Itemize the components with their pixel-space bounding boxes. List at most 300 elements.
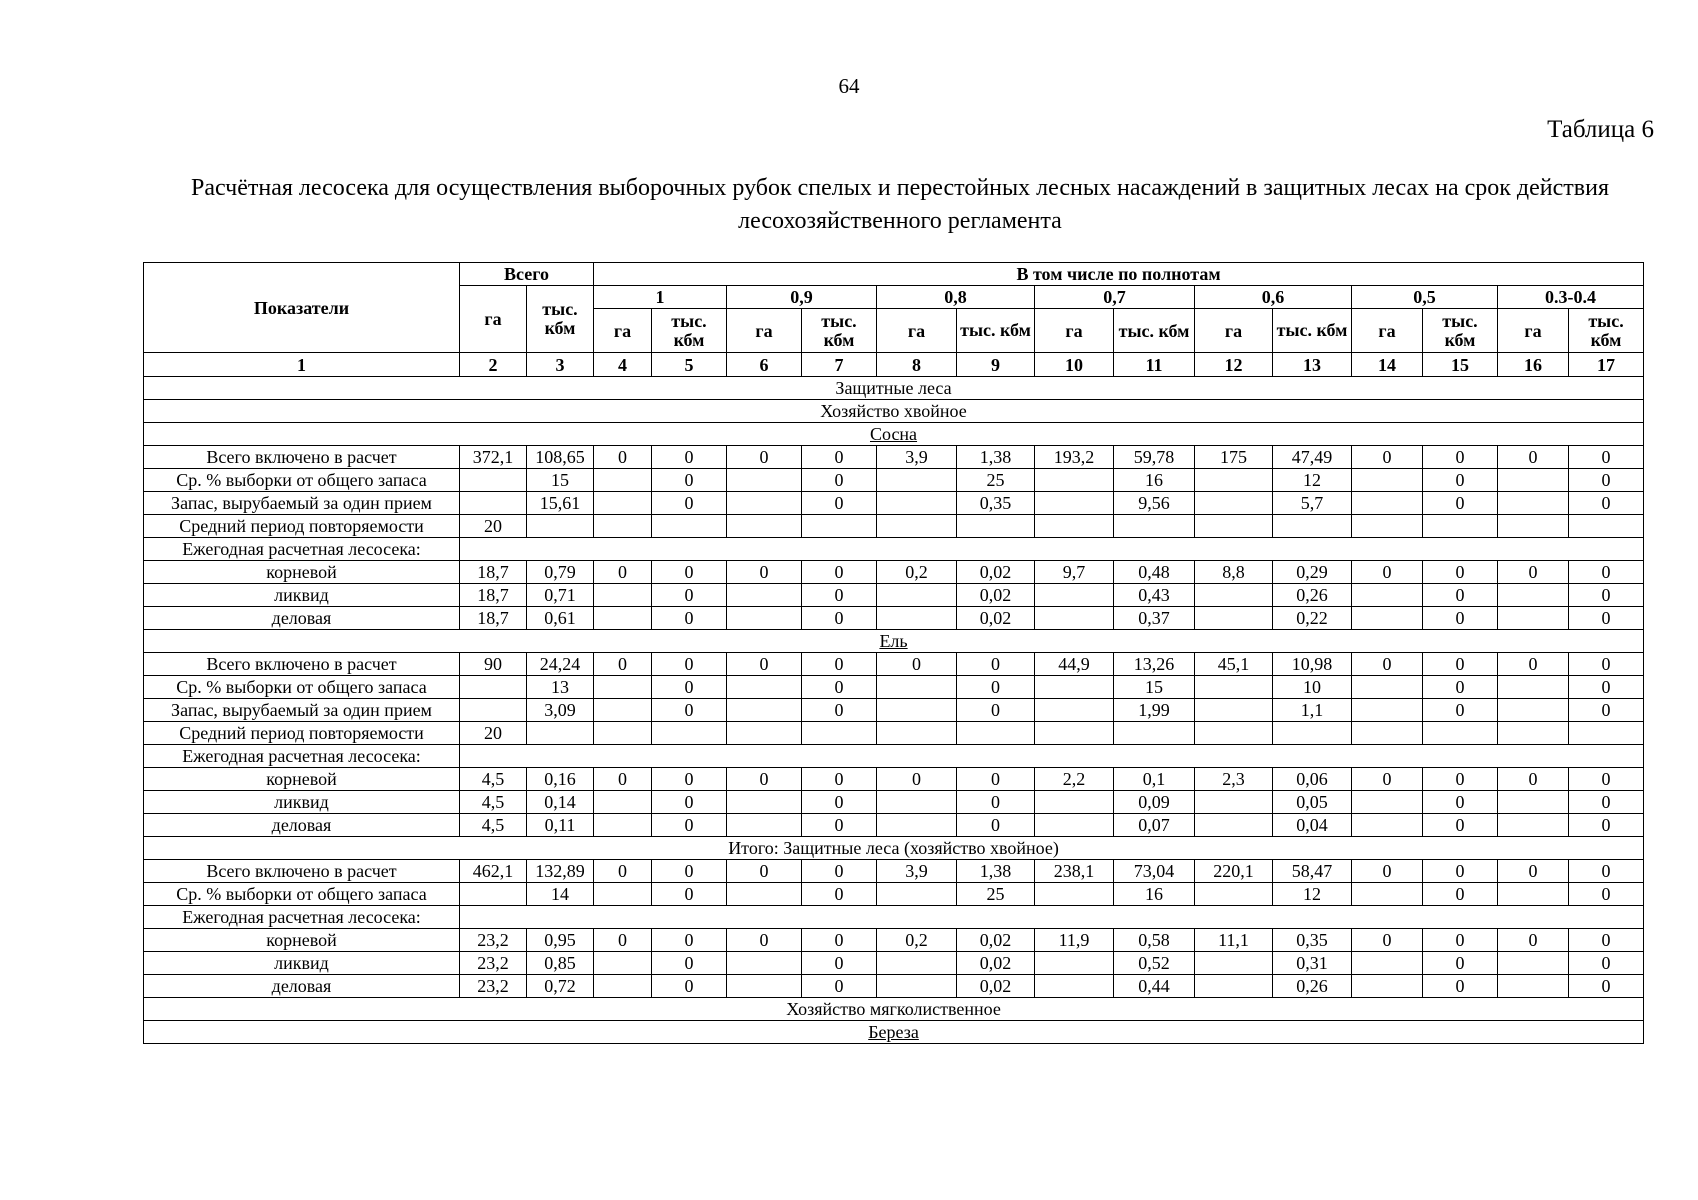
table-cell: 13 <box>527 676 594 699</box>
table-cell: 47,49 <box>1273 446 1352 469</box>
table-cell: 108,65 <box>527 446 594 469</box>
table-cell <box>1195 607 1273 630</box>
table-cell: 16 <box>1114 883 1195 906</box>
table-cell <box>1498 952 1569 975</box>
table-cell: 0,1 <box>1114 768 1195 791</box>
table-cell: 0 <box>802 860 877 883</box>
table-row <box>144 515 1644 538</box>
table-cell <box>1035 699 1114 722</box>
table-cell: 0,52 <box>1114 952 1195 975</box>
table-cell: 2,3 <box>1195 768 1273 791</box>
table-cell: 0 <box>594 446 652 469</box>
table-cell: 0 <box>1423 791 1498 814</box>
section-title: Защитные леса <box>144 377 1644 400</box>
row-label: ликвид <box>144 791 460 814</box>
table-cell <box>594 883 652 906</box>
table-cell <box>877 699 957 722</box>
table-cell: 0 <box>652 814 727 837</box>
section-row <box>144 1021 1644 1044</box>
table-cell: 0 <box>1423 768 1498 791</box>
table-cell: 0 <box>1352 653 1423 676</box>
table-cell: 0,05 <box>1273 791 1352 814</box>
table-cell <box>727 722 802 745</box>
row-label: Ср. % выборки от общего запаса <box>144 469 460 492</box>
table-cell: 0 <box>877 653 957 676</box>
table-cell: 0,26 <box>1273 975 1352 998</box>
table-cell: 0 <box>1423 952 1498 975</box>
table-cell: 0,14 <box>527 791 594 814</box>
table-cell <box>594 722 652 745</box>
table-cell <box>1498 791 1569 814</box>
table-cell: 18,7 <box>460 584 527 607</box>
table-cell <box>594 492 652 515</box>
table-cell: 0 <box>652 469 727 492</box>
table-row <box>144 561 1644 584</box>
table-cell: 0 <box>1569 860 1644 883</box>
table-cell: 0 <box>1423 607 1498 630</box>
row-label: ликвид <box>144 952 460 975</box>
table-cell <box>1498 699 1569 722</box>
table-cell: 0,95 <box>527 929 594 952</box>
table-cell <box>527 515 594 538</box>
table-cell <box>1498 676 1569 699</box>
table-cell <box>1195 791 1273 814</box>
table-cell <box>877 676 957 699</box>
header-ha: га <box>594 309 652 353</box>
table-cell <box>1569 722 1644 745</box>
table-cell: 0,26 <box>1273 584 1352 607</box>
table-cell: 0 <box>1569 469 1644 492</box>
table-cell: 372,1 <box>460 446 527 469</box>
table-cell: 1,38 <box>957 446 1035 469</box>
table-cell: 238,1 <box>1035 860 1114 883</box>
table-cell <box>877 515 957 538</box>
table-cell <box>594 515 652 538</box>
table-cell <box>877 791 957 814</box>
table-cell: 90 <box>460 653 527 676</box>
table-cell: 0,2 <box>877 561 957 584</box>
table-row <box>144 653 1644 676</box>
table-cell <box>727 699 802 722</box>
section-row <box>144 423 1644 446</box>
table-cell: 25 <box>957 883 1035 906</box>
row-label: корневой <box>144 768 460 791</box>
table-cell: 25 <box>957 469 1035 492</box>
table-cell: 0 <box>1498 446 1569 469</box>
header-density-0-5: 0,5 <box>1352 286 1498 309</box>
column-number-row <box>144 353 1644 377</box>
table-cell: 0 <box>957 699 1035 722</box>
table-cell: 0 <box>957 676 1035 699</box>
table-row <box>144 676 1644 699</box>
header-density-0-6: 0,6 <box>1195 286 1352 309</box>
header-ha: га <box>1352 309 1423 353</box>
document-title: Расчётная лесосека для осуществления выборочных рубок спелых и перестойных лесных насаждений в защитных лесах на срок действия лесохозяйственного регламента <box>190 175 1609 234</box>
row-label: ликвид <box>144 584 460 607</box>
table-cell: 0 <box>802 469 877 492</box>
table-cell <box>460 492 527 515</box>
table-cell: 4,5 <box>460 768 527 791</box>
section-row <box>144 998 1644 1021</box>
table-cell: 12 <box>1273 883 1352 906</box>
row-label: корневой <box>144 561 460 584</box>
table-cell: 15,61 <box>527 492 594 515</box>
table-cell <box>1035 584 1114 607</box>
table-cell <box>460 883 527 906</box>
section-title: Итого: Защитные леса (хозяйство хвойное) <box>144 837 1644 860</box>
table-cell <box>1352 722 1423 745</box>
table-cell <box>1195 492 1273 515</box>
table-cell: 0 <box>727 561 802 584</box>
table-cell: 0 <box>1423 699 1498 722</box>
table-cell: 3,09 <box>527 699 594 722</box>
table-cell: 23,2 <box>460 975 527 998</box>
table-cell: 0 <box>652 883 727 906</box>
table-cell <box>1498 584 1569 607</box>
table-cell <box>802 722 877 745</box>
header-tkbm: тыс. кбм <box>652 309 727 353</box>
col-number: 5 <box>652 353 727 377</box>
table-cell: 0 <box>652 584 727 607</box>
table-cell: 0 <box>1569 492 1644 515</box>
table-cell: 0 <box>652 929 727 952</box>
table-row <box>144 768 1644 791</box>
table-row <box>144 952 1644 975</box>
header-density-0-9: 0,9 <box>727 286 877 309</box>
table-cell: 0 <box>652 653 727 676</box>
table-cell: 0 <box>802 699 877 722</box>
header-ha: га <box>877 309 957 353</box>
table-row <box>144 492 1644 515</box>
table-cell: 0 <box>957 653 1035 676</box>
table-cell: 0,07 <box>1114 814 1195 837</box>
header-ha: га <box>727 309 802 353</box>
table-cell: 0 <box>652 975 727 998</box>
table-cell <box>1035 492 1114 515</box>
table-cell: 0,02 <box>957 929 1035 952</box>
row-label: деловая <box>144 975 460 998</box>
table-cell: 0 <box>1498 929 1569 952</box>
table-cell: 3,9 <box>877 446 957 469</box>
table-row <box>144 584 1644 607</box>
table-cell: 10,98 <box>1273 653 1352 676</box>
table-cell <box>877 814 957 837</box>
table-cell: 0 <box>1423 584 1498 607</box>
table-cell: 0 <box>802 791 877 814</box>
table-cell <box>1498 814 1569 837</box>
table-cell <box>652 722 727 745</box>
table-row <box>144 883 1644 906</box>
table-row <box>144 607 1644 630</box>
table-cell <box>727 814 802 837</box>
table-cell <box>1035 676 1114 699</box>
table-cell: 0,04 <box>1273 814 1352 837</box>
table-cell: 10 <box>1273 676 1352 699</box>
table-row <box>144 722 1644 745</box>
table-cell: 0 <box>652 607 727 630</box>
table-cell: 0 <box>1423 446 1498 469</box>
table-cell <box>1352 492 1423 515</box>
table-cell <box>1352 584 1423 607</box>
table-cell <box>1498 883 1569 906</box>
table-cell: 0 <box>1352 768 1423 791</box>
table-cell <box>727 469 802 492</box>
header-density-0-8: 0,8 <box>877 286 1035 309</box>
table-cell: 5,7 <box>1273 492 1352 515</box>
table-cell: 0 <box>727 768 802 791</box>
section-row <box>144 630 1644 653</box>
table-row <box>144 469 1644 492</box>
table-cell <box>1498 515 1569 538</box>
col-number: 11 <box>1114 353 1195 377</box>
table-cell: 0 <box>1423 883 1498 906</box>
table-cell: 0,35 <box>1273 929 1352 952</box>
table-cell: 0 <box>1569 791 1644 814</box>
table-cell: 0 <box>1569 975 1644 998</box>
table-cell: 0 <box>877 768 957 791</box>
table-cell: 0 <box>1423 814 1498 837</box>
table-cell: 0,22 <box>1273 607 1352 630</box>
table-cell <box>727 515 802 538</box>
table-cell: 15 <box>1114 676 1195 699</box>
table-cell: 175 <box>1195 446 1273 469</box>
empty-span <box>460 538 1644 561</box>
table-cell: 0 <box>802 607 877 630</box>
col-number: 4 <box>594 353 652 377</box>
table-cell <box>1195 952 1273 975</box>
table-cell: 0 <box>652 676 727 699</box>
table-cell: 0 <box>1569 446 1644 469</box>
table-cell: 0 <box>1569 653 1644 676</box>
table-cell <box>1114 515 1195 538</box>
section-title: Хозяйство хвойное <box>144 400 1644 423</box>
table-cell <box>1273 722 1352 745</box>
header-ha: га <box>1035 309 1114 353</box>
table-row <box>144 791 1644 814</box>
table-cell: 58,47 <box>1273 860 1352 883</box>
table-cell <box>727 676 802 699</box>
col-number: 3 <box>527 353 594 377</box>
table-cell: 0 <box>652 492 727 515</box>
table-cell <box>1035 791 1114 814</box>
table-cell: 0 <box>1569 676 1644 699</box>
col-number: 15 <box>1423 353 1498 377</box>
table-cell: 0 <box>594 653 652 676</box>
table-cell <box>727 883 802 906</box>
table-cell <box>877 722 957 745</box>
table-label: Таблица 6 <box>1547 116 1654 143</box>
table-cell: 13,26 <box>1114 653 1195 676</box>
table-cell: 12 <box>1273 469 1352 492</box>
header-total-tkbm: тыс. кбм <box>527 286 594 353</box>
row-label: Всего включено в расчет <box>144 653 460 676</box>
table-cell: 0 <box>802 561 877 584</box>
table-cell: 0 <box>802 653 877 676</box>
table-cell: 0 <box>1569 584 1644 607</box>
table-cell <box>594 607 652 630</box>
table-cell <box>1195 469 1273 492</box>
table-cell: 0 <box>802 929 877 952</box>
empty-span <box>460 745 1644 768</box>
header-ha: га <box>1195 309 1273 353</box>
table-cell: 0,71 <box>527 584 594 607</box>
subheading-row <box>144 906 1644 929</box>
table-cell <box>1423 515 1498 538</box>
table-cell <box>877 492 957 515</box>
table-cell <box>594 676 652 699</box>
table-cell <box>727 791 802 814</box>
table-cell <box>727 584 802 607</box>
table-cell: 24,24 <box>527 653 594 676</box>
table-cell: 0 <box>594 768 652 791</box>
col-number: 7 <box>802 353 877 377</box>
table-cell: 9,7 <box>1035 561 1114 584</box>
table-cell: 0 <box>594 860 652 883</box>
table-cell: 0 <box>1423 561 1498 584</box>
table-cell: 0 <box>802 676 877 699</box>
table-cell: 1,38 <box>957 860 1035 883</box>
table-cell: 0 <box>727 929 802 952</box>
table-cell <box>1035 814 1114 837</box>
table-cell <box>802 515 877 538</box>
header-tkbm: тыс. кбм <box>1569 309 1644 353</box>
table-cell <box>594 584 652 607</box>
row-label: Ежегодная расчетная лесосека: <box>144 906 460 929</box>
table-cell: 0,02 <box>957 975 1035 998</box>
table-cell: 0 <box>652 768 727 791</box>
harvest-table <box>143 262 1644 1044</box>
table-cell <box>1352 607 1423 630</box>
header-total: Всего <box>460 263 594 286</box>
subheading-row <box>144 538 1644 561</box>
table-cell: 2,2 <box>1035 768 1114 791</box>
table-cell: 0 <box>802 446 877 469</box>
table-cell <box>877 607 957 630</box>
header-by-density: В том числе по полнотам <box>594 263 1644 286</box>
table-cell <box>877 975 957 998</box>
table-cell: 462,1 <box>460 860 527 883</box>
table-cell: 73,04 <box>1114 860 1195 883</box>
table-row <box>144 814 1644 837</box>
table-cell: 193,2 <box>1035 446 1114 469</box>
table-cell: 11,1 <box>1195 929 1273 952</box>
col-number: 2 <box>460 353 527 377</box>
table-cell: 0 <box>652 952 727 975</box>
table-cell: 0,37 <box>1114 607 1195 630</box>
col-number: 16 <box>1498 353 1569 377</box>
table-row <box>144 446 1644 469</box>
table-cell <box>1035 975 1114 998</box>
table-cell <box>594 952 652 975</box>
table-cell: 0 <box>1352 929 1423 952</box>
row-label: Ср. % выборки от общего запаса <box>144 676 460 699</box>
table-cell <box>1035 469 1114 492</box>
header-tkbm: тыс. кбм <box>1423 309 1498 353</box>
table-cell <box>1423 722 1498 745</box>
table-cell: 11,9 <box>1035 929 1114 952</box>
table-cell: 4,5 <box>460 814 527 837</box>
row-label: Всего включено в расчет <box>144 446 460 469</box>
table-cell <box>1195 883 1273 906</box>
table-cell: 0 <box>802 814 877 837</box>
table-cell: 0 <box>1569 929 1644 952</box>
section-row <box>144 400 1644 423</box>
table-cell: 0 <box>1498 860 1569 883</box>
col-number: 13 <box>1273 353 1352 377</box>
table-cell <box>527 722 594 745</box>
table-cell: 0,85 <box>527 952 594 975</box>
table-cell: 3,9 <box>877 860 957 883</box>
table-cell <box>1352 791 1423 814</box>
table-row <box>144 860 1644 883</box>
table-cell: 0 <box>652 446 727 469</box>
table-cell: 20 <box>460 515 527 538</box>
row-label: Запас, вырубаемый за один прием <box>144 699 460 722</box>
header-tkbm: тыс. кбм <box>1273 309 1352 353</box>
table-cell: 0,31 <box>1273 952 1352 975</box>
table-cell: 0 <box>652 860 727 883</box>
table-cell <box>877 883 957 906</box>
header-density-0-3-0-4: 0.3-0.4 <box>1498 286 1644 309</box>
table-cell <box>1273 515 1352 538</box>
header-ha: га <box>1498 309 1569 353</box>
table-cell: 0 <box>1569 768 1644 791</box>
table-cell <box>594 469 652 492</box>
table-cell: 132,89 <box>527 860 594 883</box>
table-cell: 0 <box>1423 860 1498 883</box>
table-cell: 0 <box>1569 883 1644 906</box>
table-cell: 0,02 <box>957 952 1035 975</box>
table-cell: 0,48 <box>1114 561 1195 584</box>
header-tkbm: тыс. кбм <box>957 309 1035 353</box>
table-cell: 0 <box>594 929 652 952</box>
table-cell: 15 <box>527 469 594 492</box>
table-cell <box>1352 699 1423 722</box>
table-cell: 0 <box>1423 492 1498 515</box>
table-cell <box>460 676 527 699</box>
table-cell <box>1352 975 1423 998</box>
col-number: 6 <box>727 353 802 377</box>
table-cell: 0 <box>1569 952 1644 975</box>
table-cell: 0,02 <box>957 584 1035 607</box>
table-cell <box>1195 699 1273 722</box>
table-cell <box>877 469 957 492</box>
table-cell <box>594 791 652 814</box>
table-cell: 0 <box>727 860 802 883</box>
table-cell: 0,44 <box>1114 975 1195 998</box>
table-cell: 23,2 <box>460 929 527 952</box>
table-row <box>144 929 1644 952</box>
table-cell <box>1352 883 1423 906</box>
table-cell <box>1114 722 1195 745</box>
table-cell <box>877 584 957 607</box>
table-cell <box>1498 607 1569 630</box>
table-cell: 0,09 <box>1114 791 1195 814</box>
table-cell: 0 <box>1423 653 1498 676</box>
table-cell: 0,79 <box>527 561 594 584</box>
header-tkbm: тыс. кбм <box>802 309 877 353</box>
table-cell: 0,58 <box>1114 929 1195 952</box>
section-title: Хозяйство мягколиственное <box>144 998 1644 1021</box>
table-cell <box>1195 722 1273 745</box>
subheading-row <box>144 745 1644 768</box>
table-cell <box>1498 492 1569 515</box>
table-cell: 0,72 <box>527 975 594 998</box>
header-density-0-7: 0,7 <box>1035 286 1195 309</box>
table-cell: 45,1 <box>1195 653 1273 676</box>
table-cell <box>957 722 1035 745</box>
table-cell <box>1035 883 1114 906</box>
